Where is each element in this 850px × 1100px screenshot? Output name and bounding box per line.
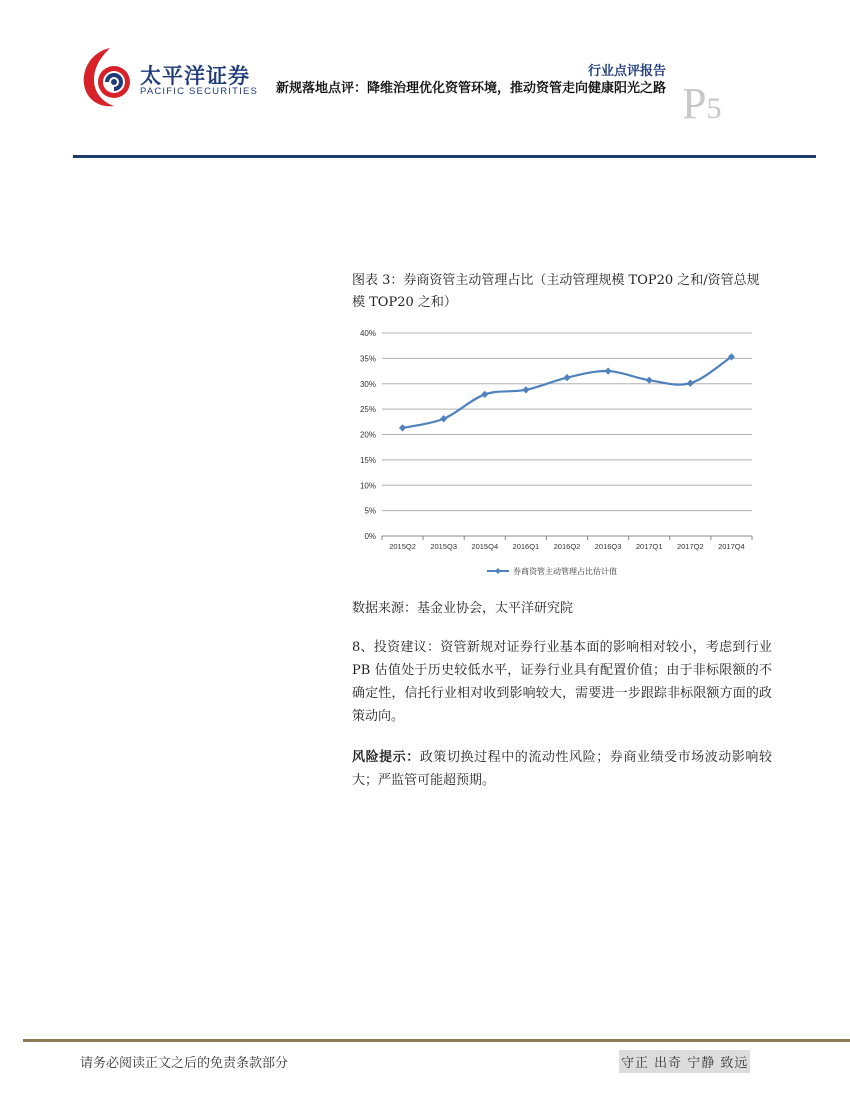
footer-divider (23, 1039, 850, 1042)
data-point-marker (399, 424, 406, 431)
x-tick-label: 2016Q1 (512, 542, 540, 551)
y-tick-label: 25% (359, 405, 376, 415)
risk-warning-paragraph (352, 746, 772, 792)
line-chart (345, 323, 765, 585)
x-tick-label: 2017Q2 (676, 542, 704, 551)
x-tick-label: 2017Q4 (718, 542, 745, 551)
data-point-marker (646, 377, 653, 384)
header-divider (73, 155, 816, 158)
legend-label: 券商资管主动管理占比估计值 (513, 567, 617, 576)
y-tick-label: 0% (364, 532, 376, 541)
data-point-marker (687, 380, 694, 387)
x-tick-label: 2015Q4 (471, 542, 499, 551)
page-number (682, 80, 721, 133)
y-tick-label: 15% (359, 455, 376, 465)
y-tick-label: 40% (359, 329, 376, 338)
x-tick-label: 2017Q1 (635, 542, 663, 551)
data-point-marker (440, 415, 447, 422)
x-tick-label: 2016Q3 (594, 542, 622, 551)
risk-label: 风险提示： (352, 750, 420, 765)
investment-advice-paragraph: 8、投资建议：资管新规对证券行业基本面的影响相对较小，考虑到行业 PB 估值处于历史较低水平，证券行业具有配置价值；由于非标限额的不确定性，信托行业相对收到影响较大，需要进一步跟踪非标限额方面的政策动向。 (352, 640, 772, 724)
data-point-marker (605, 367, 612, 374)
y-tick-label: 30% (359, 379, 376, 389)
y-tick-label: 10% (359, 481, 376, 491)
report-type-label: 行业点评报告 (587, 64, 666, 79)
data-point-marker (481, 391, 488, 398)
data-source: 数据来源：基金业协会，太平洋研究院 (352, 601, 574, 616)
page-letter: P (682, 79, 707, 128)
brand-name-en: PACIFIC SECURITIES (140, 86, 259, 97)
y-tick-label: 20% (359, 430, 376, 440)
figure-caption: 图表 3：券商资管主动管理占比（主动管理规模 TOP20 之和/资管总规模 TOP20 之和） (352, 273, 760, 310)
page-number-value: 5 (706, 92, 722, 125)
data-point-marker (563, 374, 570, 381)
company-logo-icon (80, 44, 136, 110)
x-tick-label: 2016Q2 (553, 542, 581, 551)
x-tick-label: 2015Q3 (430, 542, 458, 551)
brand-name-cn: 太平洋证券 (140, 64, 250, 88)
report-title: 新规落地点评：降维治理优化资管环境，推动资管走向健康阳光之路 (275, 81, 666, 96)
y-tick-label: 35% (359, 354, 376, 364)
company-motto: 守正 出奇 宁静 致远 (619, 1050, 750, 1073)
risk-text: 政策切换过程中的流动性风险；券商业绩受市场波动影响较大；严监管可能超预期。 (352, 750, 772, 788)
y-tick-label: 5% (364, 506, 376, 516)
disclaimer-notice: 请务必阅读正文之后的免责条款部分 (80, 1056, 289, 1071)
x-tick-label: 2015Q2 (389, 542, 416, 551)
data-point-marker (522, 386, 529, 393)
legend-marker (495, 568, 501, 574)
series-line (403, 357, 732, 428)
